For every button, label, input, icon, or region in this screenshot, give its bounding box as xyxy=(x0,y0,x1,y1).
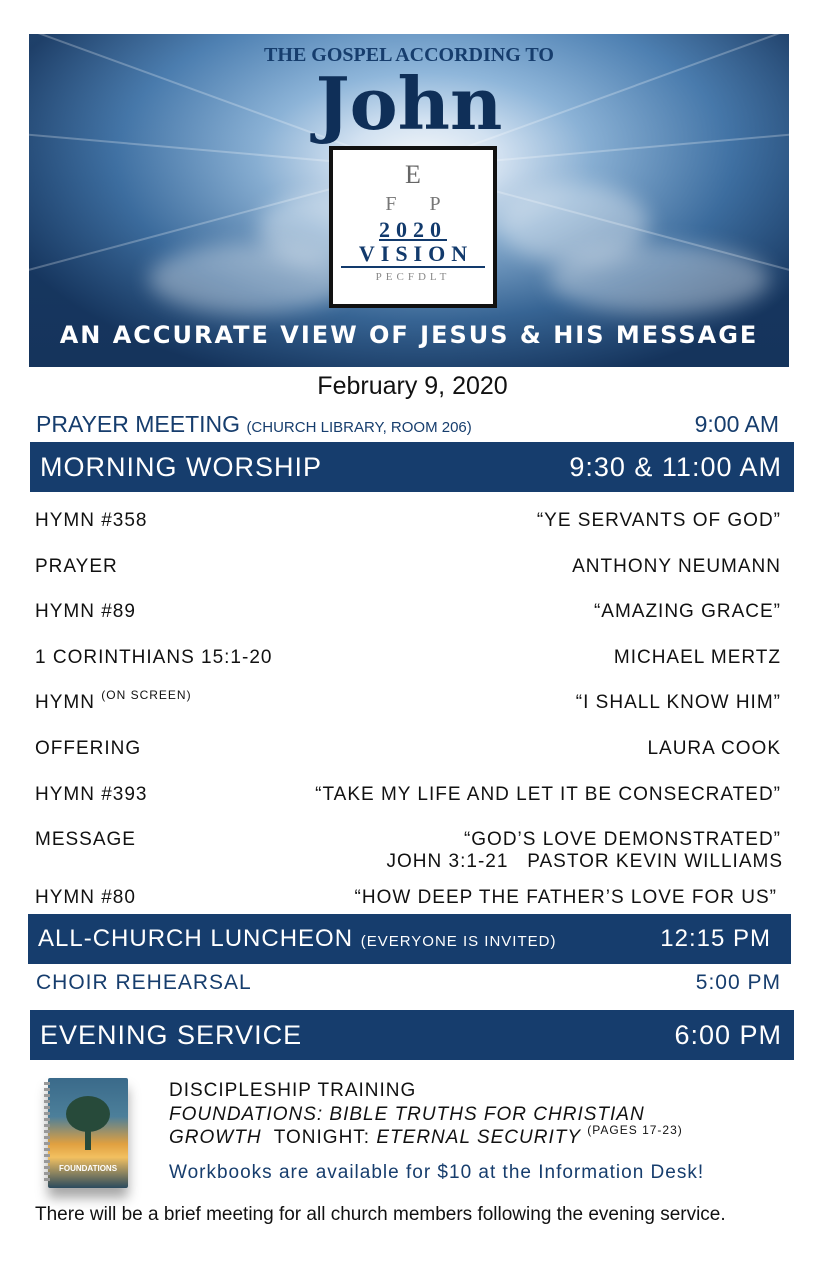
item-right: “YE SERVANTS OF GOD” xyxy=(536,510,781,531)
item-right: “AMAZING GRACE” xyxy=(593,601,781,622)
list-item xyxy=(35,647,781,669)
tonight-label: TONIGHT: xyxy=(273,1127,371,1148)
list-item xyxy=(35,601,781,623)
luncheon-time: 12:15 PM xyxy=(660,925,771,952)
course-title-line2: GROWTH TONIGHT: ETERNAL SECURITY $^{(PAGES 17-23)}$ xyxy=(169,1123,683,1148)
discipleship-heading: DISCIPLESHIP TRAINING xyxy=(169,1080,417,1101)
item-left-note: (ON SCREEN) xyxy=(101,688,192,702)
eye-chart-year: 2020 xyxy=(379,217,447,242)
item-left: OFFERING xyxy=(35,738,142,759)
choir-rehearsal-label: CHOIR REHEARSAL xyxy=(36,971,252,994)
prayer-meeting-label: PRAYER MEETING xyxy=(36,411,241,437)
evening-service-bar xyxy=(30,1010,794,1060)
eye-chart-line-5: PECFDLT xyxy=(375,271,451,283)
item-left: HYMN #393 xyxy=(35,784,148,805)
morning-worship-time: 9:30 & 11:00 AM xyxy=(569,452,782,482)
item-left: HYMN #80 xyxy=(35,887,136,908)
banner-subtitle: THE GOSPEL ACCORDING TO xyxy=(264,44,554,66)
message-reference: JOHN 3:1-21 PASTOR KEVIN WILLIAMS xyxy=(386,851,783,872)
morning-worship-bar xyxy=(30,442,794,492)
luncheon-bar xyxy=(28,914,791,964)
book-cover-title: FOUNDATIONS xyxy=(58,1164,118,1173)
banner-tagline: AN ACCURATE VIEW OF JESUS & HIS MESSAGE xyxy=(59,321,759,349)
morning-worship-label: MORNING WORSHIP xyxy=(40,452,322,482)
workbooks-note: Workbooks are available for $10 at the Information Desk! xyxy=(169,1162,705,1183)
item-right: “HOW DEEP THE FATHER’S LOVE FOR US” xyxy=(354,887,777,908)
item-right: MICHAEL MERTZ xyxy=(613,647,781,668)
item-left: PRAYER xyxy=(35,556,118,577)
list-item xyxy=(35,829,781,851)
item-right: ANTHONY NEUMANN xyxy=(572,556,781,577)
pages-note: (PAGES 17-23) xyxy=(587,1123,683,1137)
eye-chart-line-2: F P xyxy=(385,193,455,215)
course-title-line1: FOUNDATIONS: BIBLE TRUTHS FOR CHRISTIAN xyxy=(169,1104,645,1125)
prayer-meeting-time: 9:00 AM xyxy=(694,411,779,437)
item-right: “I SHALL KNOW HIM” xyxy=(575,692,781,713)
prayer-meeting-row xyxy=(36,411,779,438)
list-item xyxy=(35,510,781,532)
list-item xyxy=(35,738,781,760)
eye-chart-line-1: E xyxy=(405,160,421,189)
item-right: “GOD’S LOVE DEMONSTRATED” xyxy=(463,829,781,850)
tree-icon xyxy=(66,1096,110,1132)
choir-rehearsal-time: 5:00 PM xyxy=(695,971,781,994)
item-left: HYMN #89 xyxy=(35,601,136,622)
choir-rehearsal-row xyxy=(36,971,781,995)
luncheon-note: (EVERYONE IS INVITED) xyxy=(360,933,557,950)
evening-service-label: EVENING SERVICE xyxy=(40,1020,303,1050)
item-left: MESSAGE xyxy=(35,829,136,850)
workbook-cover-image xyxy=(48,1078,128,1188)
list-item xyxy=(35,688,781,714)
service-date: February 9, 2020 xyxy=(317,372,508,400)
footer-note: There will be a brief meeting for all church members following the evening service. xyxy=(35,1204,726,1225)
item-left: HYMN #358 xyxy=(35,510,148,531)
luncheon-label: ALL-CHURCH LUNCHEON (EVERYONE IS INVITED) xyxy=(38,925,557,952)
eye-chart-graphic xyxy=(329,146,497,308)
list-item xyxy=(35,784,781,806)
item-right: LAURA COOK xyxy=(647,738,781,759)
tonight-topic: ETERNAL SECURITY xyxy=(376,1127,582,1148)
eye-chart-vision: VISION xyxy=(341,242,485,268)
item-right: “TAKE MY LIFE AND LET IT BE CONSECRATED” xyxy=(315,784,781,805)
item-left: 1 CORINTHIANS 15:1-20 xyxy=(35,647,273,668)
header-banner xyxy=(29,34,789,367)
list-item xyxy=(35,556,781,578)
item-left: HYMN xyxy=(35,692,95,713)
evening-service-time: 6:00 PM xyxy=(674,1020,782,1050)
banner-title: John xyxy=(315,61,503,146)
list-item xyxy=(35,887,781,909)
prayer-meeting-note: (CHURCH LIBRARY, ROOM 206) xyxy=(246,419,472,436)
